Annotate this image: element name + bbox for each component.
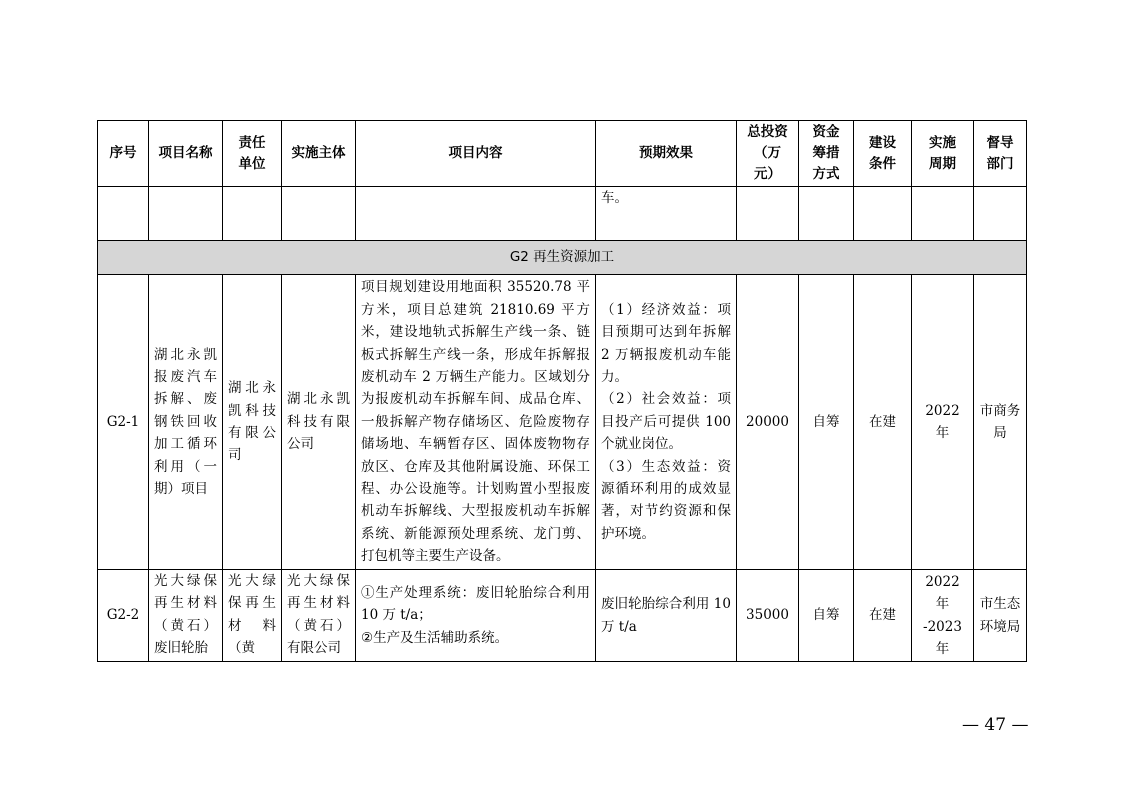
table-row xyxy=(98,570,1027,662)
row-unit: 光大绿保再生材料（黄 xyxy=(223,570,282,662)
project-table xyxy=(97,120,1027,662)
header-name: 项目名称 xyxy=(149,121,223,187)
row-entity: 湖北永凯科技有限公司 xyxy=(282,275,356,570)
header-dept: 督导 部门 xyxy=(974,121,1027,187)
row-invest: 20000 xyxy=(737,275,799,570)
row-effect: 废旧轮胎综合利用 10 万 t/a xyxy=(596,570,737,662)
row-seq: G2-1 xyxy=(98,275,149,570)
page-number: — 47 — xyxy=(962,715,1029,735)
row-content: ①生产处理系统：废旧轮胎综合利用 10 万 t/a； ②生产及生活辅助系统。 xyxy=(356,570,596,662)
row-content: 项目规划建设用地面积 35520.78 平方米，项目总建筑 21810.69 平方米，建设地轨式拆解生产线一条、链板式拆解生产线一条，形成年拆解报废机动车 2 万辆生产能力。区域划分为报废机动车拆解车间、成品仓库、一般拆解产物存储场区、危险废物存储场地、车辆暂存区、固体废物物存放区、仓库及其他附属设施、环保工程、办公设施等。计划购置小型报废机动车拆解线、大型报废机动车拆解系统、新能源预处理系统、龙门剪、打包机等主要生产设备。 xyxy=(356,275,596,570)
row-period: 2022 年 xyxy=(912,275,974,570)
section-title: G2 再生资源加工 xyxy=(98,241,1027,275)
row-invest: 35000 xyxy=(737,570,799,662)
row-unit: 湖北永凯科技有限公司 xyxy=(223,275,282,570)
row-effect: （1）经济效益：项目预期可达到年拆解 2 万辆报废机动车能力。 （2）社会效益：项目投产后可提供 100 个就业岗位。 （3）生态效益：资源循环利用的成效显著，对节约资源和保护环境。 xyxy=(596,275,737,570)
continued-row xyxy=(98,187,1027,241)
row-dept: 市生态环境局 xyxy=(974,570,1027,662)
header-fund: 资金 筹措 方式 xyxy=(799,121,854,187)
header-invest: 总投资 （万 元） xyxy=(737,121,799,187)
header-content: 项目内容 xyxy=(356,121,596,187)
header-cond: 建设 条件 xyxy=(854,121,912,187)
header-row xyxy=(98,121,1027,187)
table-row xyxy=(98,275,1027,570)
row-cond: 在建 xyxy=(854,570,912,662)
section-row xyxy=(98,241,1027,275)
row-dept: 市商务局 xyxy=(974,275,1027,570)
header-effect: 预期效果 xyxy=(596,121,737,187)
header-unit: 责任 单位 xyxy=(223,121,282,187)
row-fund: 自筹 xyxy=(799,570,854,662)
row-name: 湖北永凯报废汽车拆解、废钢铁回收加工循环利用（一期）项目 xyxy=(149,275,223,570)
row-entity: 光大绿保再生材料（黄石）有限公司 xyxy=(282,570,356,662)
header-entity: 实施主体 xyxy=(282,121,356,187)
header-period: 实施 周期 xyxy=(912,121,974,187)
row-fund: 自筹 xyxy=(799,275,854,570)
header-seq: 序号 xyxy=(98,121,149,187)
row-seq: G2-2 xyxy=(98,570,149,662)
continued-effect: 车。 xyxy=(596,187,737,241)
row-name: 光大绿保再生材料（黄石）废旧轮胎 xyxy=(149,570,223,662)
row-period: 2022 年 -2023 年 xyxy=(912,570,974,662)
row-cond: 在建 xyxy=(854,275,912,570)
